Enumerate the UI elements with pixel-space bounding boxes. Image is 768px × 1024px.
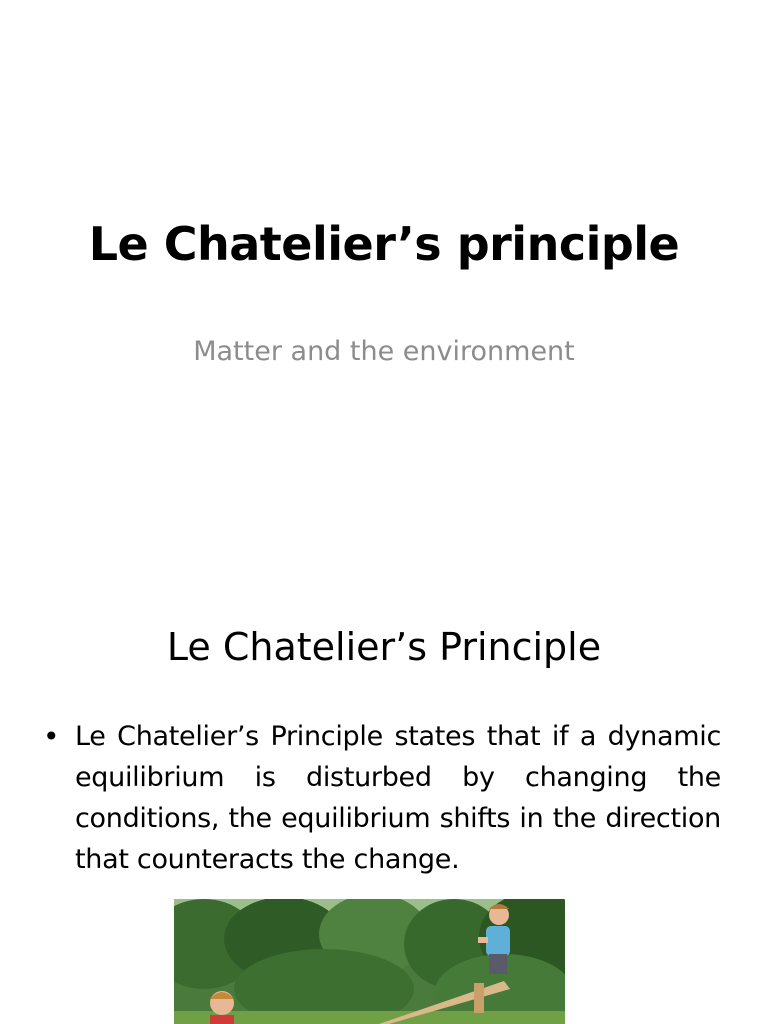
bullet-text: Le Chatelier’s Principle states that if a dynamic equilibrium is disturbed by changing the conditions, the equilibrium shifts in the direction that counteracts the change. (75, 721, 721, 875)
seesaw-photo (174, 899, 565, 1024)
slide-title: Le Chatelier’s principle (88, 217, 680, 271)
slide-subtitle: Matter and the environment (193, 336, 575, 367)
bullet-dot-icon: • (43, 720, 60, 753)
slide-heading: Le Chatelier’s Principle (166, 625, 602, 669)
content-slide (0, 576, 768, 1024)
seesaw-illustration (174, 899, 565, 1024)
